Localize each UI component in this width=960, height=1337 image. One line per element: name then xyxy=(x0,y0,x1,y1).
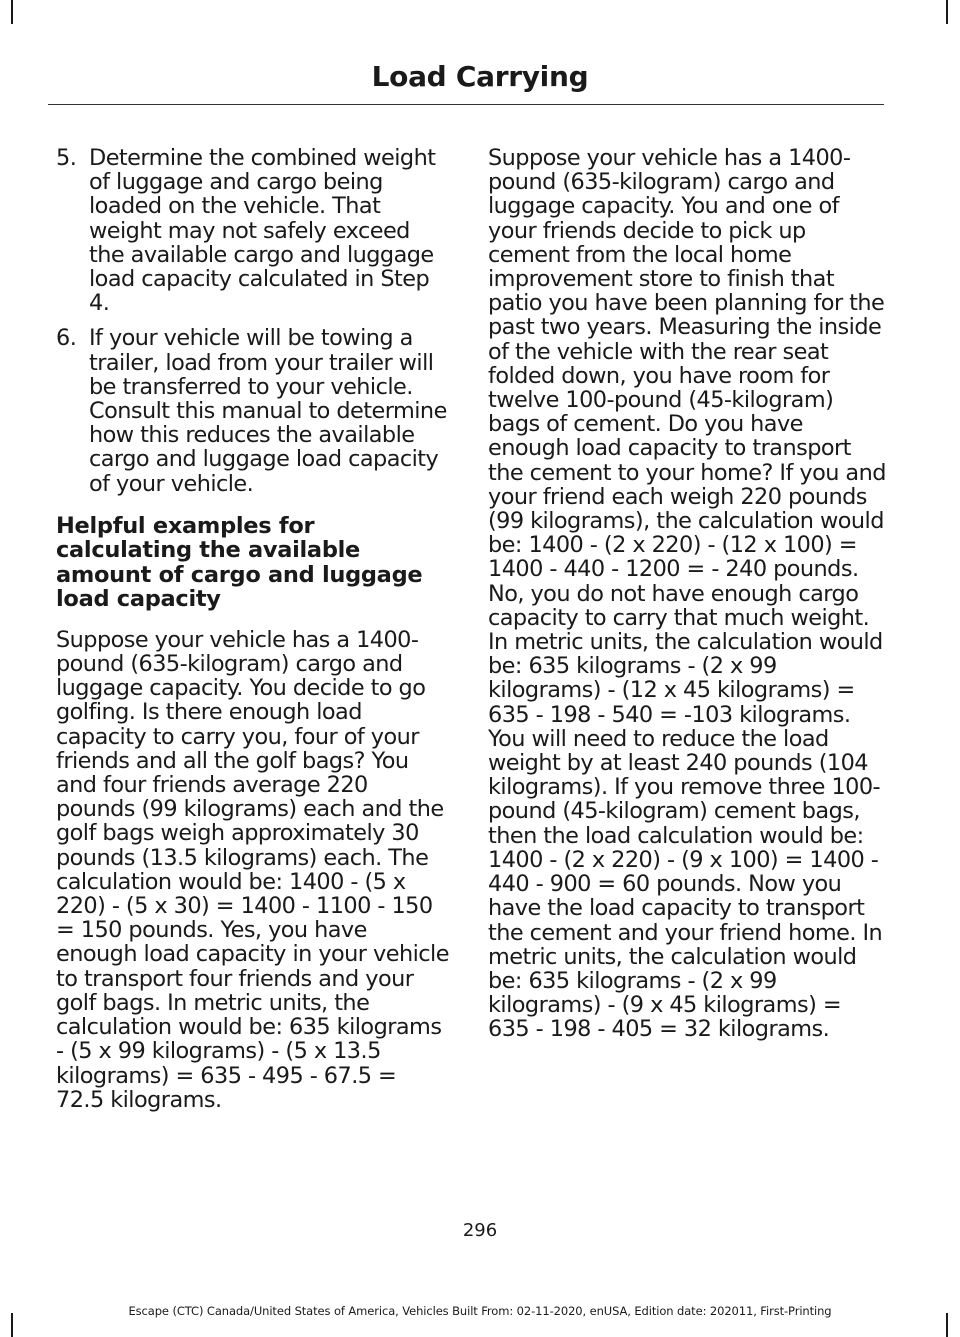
section-heading: Helpful examples for calculating the available amount of cargo and luggage load capacity xyxy=(56,512,423,613)
step-text: Determine the combined weight of luggage and cargo being loaded on the vehicle. That weight may not safely exceed the available cargo and luggage load capacity calculated in Step 4. xyxy=(89,145,436,317)
step-item xyxy=(56,146,450,315)
cement-example-paragraph: Suppose your vehicle has a 1400-pound (635-kilogram) cargo and luggage capacity. You and one of your friends decide to pick up cement from the local home improvement store to finish that patio you have been planning for the past two years. Measuring the inside of the vehicle with the rear seat folded down, you have room for twelve 100-pound (45-kilogram) bags of cement. Do you have enough load capacity to transport the cement to your home? If you and your friend each weigh 220 pounds (99 kilograms), the calculation would be: 1400 - (2 x 220) - (12 x 100) = 1400 - 440 - 1200 = - 240 pounds. No, you do not have enough cargo capacity to carry that much weight. In metric units, the calculation would be: 635 kilograms - (2 x 99 kilograms) - (12 x 45 kilograms) = 635 - 198 - 540 = -103 kilograms. You will need to reduce the load weight by at least 240 pounds (104 kilograms). If you remove three 100-pound (45-kilogram) cement bags, then the load calculation would be: 1400 - (2 x 220) - (9 x 100) = 1400 - 440 - 900 = 60 pounds. Now you have the load capacity to transport the cement and your friend home. In metric units, the calculation would be: 635 kilograms - (2 x 99 kilograms) - (9 x 45 kilograms) = 635 - 198 - 405 = 32 kilograms. xyxy=(488,145,886,1043)
crop-mark-top-left xyxy=(11,0,13,24)
step-number: 6. xyxy=(56,325,77,352)
page-number: 296 xyxy=(462,1220,498,1241)
header-divider xyxy=(48,104,884,105)
step-number: 5. xyxy=(56,145,77,171)
golf-example-paragraph: Suppose your vehicle has a 1400-pound (635-kilogram) cargo and luggage capacity. You decide to go golfing. Is there enough load capacity to carry you, four of your friends and all the golf bags? You and four friends average 220 pounds (99 kilograms) each and the golf bags weigh approximately 30 pounds (13.5 kilograms) each. The calculation would be: 1400 - (5 x 220) - (5 x 30) = 1400 - 1100 - 150 = 150 pounds. Yes, you have enough load capacity in your vehicle to transport four friends and your golf bags. In metric units, the calculation would be: 635 kilograms - (5 x 99 kilograms) - (5 x 13.5 kilograms) = 635 - 495 - 67.5 = 72.5 kilograms. xyxy=(56,626,449,1113)
page-title: Load Carrying xyxy=(371,60,589,93)
right-column xyxy=(488,146,886,1042)
left-column xyxy=(56,146,450,1112)
crop-mark-top-right xyxy=(946,0,948,24)
step-item xyxy=(56,326,450,495)
step-text: If your vehicle will be towing a trailer, load from your trailer will be transferred to your vehicle. Consult this manual to determine how this reduces the available cargo and luggage load capacity of your vehicle. xyxy=(89,325,447,497)
footer-edition-info: Escape (CTC) Canada/United States of America, Vehicles Built From: 02-11-2020, enUSA, Edition date: 202011, First-Printing xyxy=(128,1304,832,1318)
